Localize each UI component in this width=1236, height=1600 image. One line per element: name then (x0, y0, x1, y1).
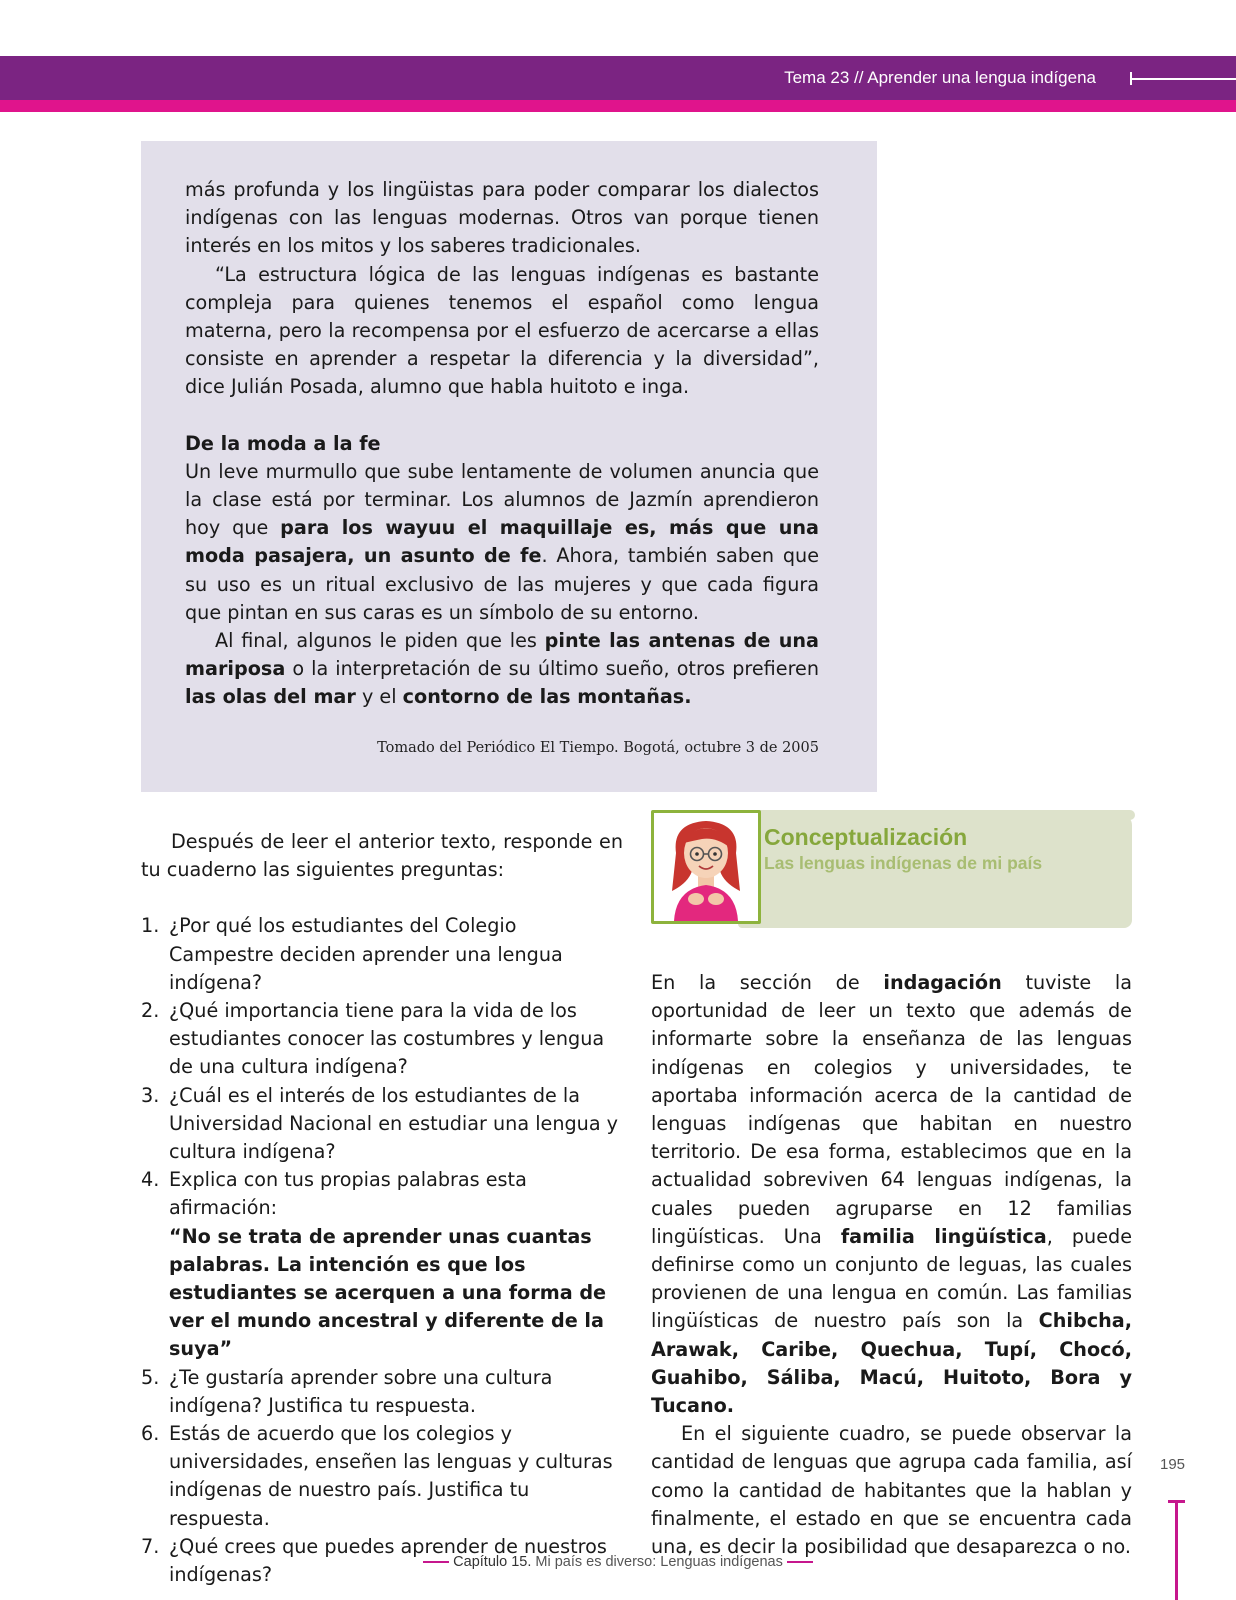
concept-paragraph: En el siguiente cuadro, se puede observar la cantidad de lenguas que agrupa cada familia, así como la cantidad de habitantes que la hablan y finalmente, el estado en que se encuentra cada una, es decir la posibilidad que desaparezca o no. (651, 1422, 1132, 1559)
side-rule (1175, 1500, 1178, 1600)
list-item: 4. Explica con tus propias palabras esta afirmación: “No se trata de aprender unas cuantas palabras. La intención es que los estudiantes se acerquen a una forma de ver el mundo ancestral y diferente de la suya” (141, 1168, 607, 1361)
topic-title: Tema 23 // Aprender una lengua indígena (784, 68, 1096, 87)
list-item: 3. ¿Cuál es el interés de los estudiantes de la Universidad Nacional en estudiar una lengua y cultura indígena? (141, 1083, 619, 1164)
concept-subtitle: Las lenguas indígenas de mi país (764, 853, 1043, 873)
list-item: 5. ¿Te gustaría aprender sobre una cultura indígena? Justifica tu respuesta. (141, 1365, 553, 1417)
reading-text (185, 176, 819, 762)
footer-title: Mi país es diverso: Lenguas indígenas (531, 1554, 783, 1570)
concept-title: Conceptualización (764, 824, 968, 850)
questions-intro: Después de leer el anterior texto, responde en tu cuaderno las siguientes preguntas: (141, 830, 623, 882)
header-rule (1130, 78, 1236, 80)
concept-paragraph: En la sección de indagación tuviste la oportunidad de leer un texto que además de informarte sobre la enseñanza de las lenguas indígenas en colegios y universidades, te aportaba información acerca de la cantidad de lenguas indígenas que habitan en nuestro territorio. De esa forma, establecimos que en la actualidad sobreviven 64 lenguas indígenas, la cuales pueden agruparse en 12 familias lingüísticas. Una familia lingüística, puede definirse como un conjunto de leguas, las cuales provienen de una lengua en común. Las familias lingüísticas de nuestro país son la Chibcha, Arawak, Caribe, Quechua, Tupí, Chocó, Guahibo, Sáliba, Macú, Huitoto, Bora y Tucano. (651, 971, 1133, 1418)
reading-paragraph: Al final, algunos le piden que les pinte las antenas de una mariposa o la interpretación de su último sueño, otros prefieren las olas del mar y el contorno de las montañas. (185, 629, 819, 709)
footer-chapter: Capítulo 15. (453, 1554, 532, 1570)
page-number: 195 (1160, 1456, 1186, 1473)
list-item: 7. ¿Qué crees que puedes aprender de nuestros indígenas? (141, 1534, 607, 1587)
questions-list (141, 912, 623, 1589)
girl-teacher-avatar-icon (651, 810, 761, 924)
footer (0, 1554, 1236, 1570)
header-accent-stripe (0, 100, 1236, 112)
footer-rule-left (423, 1561, 449, 1563)
questions-section (141, 828, 623, 1589)
footer-rule-right (787, 1561, 813, 1563)
list-item: 6. Estás de acuerdo que los colegios y universidades, enseñen las lenguas y culturas indígenas de nuestro país. Justifica tu respuesta. (141, 1422, 613, 1530)
reading-paragraph: Un leve murmullo que sube lentamente de volumen anuncia que la clase está por terminar. Los alumnos de Jazmín aprendieron hoy que para los wayuu el maquillaje es, más que una moda pasajera, un asunto de fe. Ahora, también saben que su uso es un ritual exclusivo de las mujeres y que cada figura que pintan en sus caras es un símbolo de su entorno. (185, 459, 819, 624)
reading-source: Tomado del Periódico El Tiempo. Bogotá, octubre 3 de 2005 (377, 739, 819, 756)
list-item: 1. ¿Por qué los estudiantes del Colegio Campestre deciden aprender una lengua indígena? (141, 914, 563, 994)
quote: “No se trata de aprender unas cuantas palabras. La intención es que los estudiantes se acerquen a una forma de ver el mundo ancestral y diferente de la suya” (169, 1224, 607, 1361)
reading-paragraph: más profunda y los lingüistas para poder comparar los dialectos indígenas con las lenguas modernas. Otros van porque tienen interés en los mitos y los saberes tradicionales. (185, 178, 819, 258)
reading-subtitle: De la moda a la fe (185, 431, 381, 455)
reading-paragraph: “La estructura lógica de las lenguas indígenas es bastante compleja para quienes tenemos el español como lengua materna, pero la recompensa por el esfuerzo de acercarse a ellas consiste en aprender a respetar la diferencia y la diversidad”, dice Julián Posada, alumno que habla huitoto e inga. (185, 262, 819, 399)
concept-text (651, 969, 1132, 1561)
list-item: 2. ¿Qué importancia tiene para la vida de los estudiantes conocer las costumbres y lengua de una cultura indígena? (141, 999, 605, 1079)
